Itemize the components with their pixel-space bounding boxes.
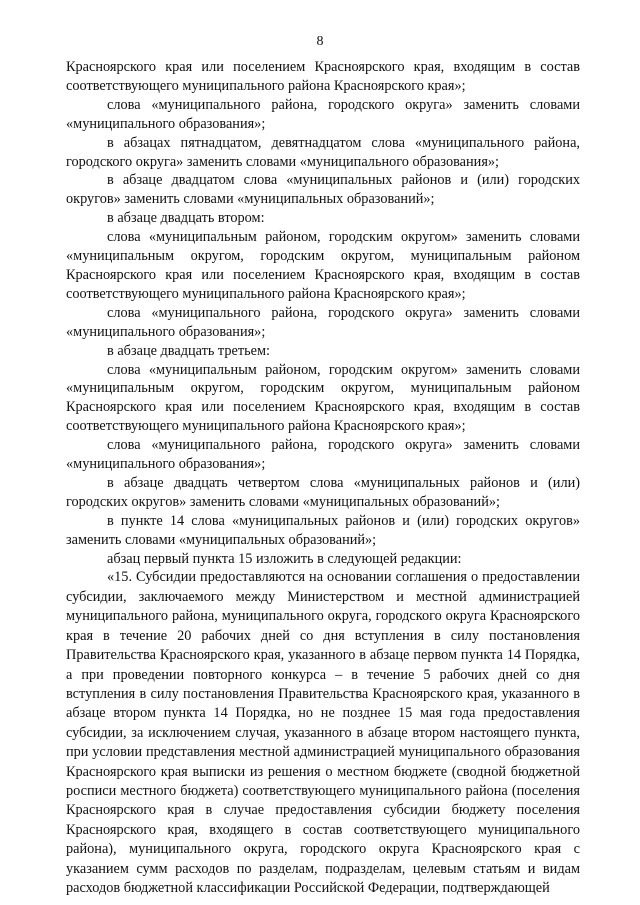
paragraph-continuation: Красноярского края или поселением Красноярского края, входящим в состав соответствующего муниципального района Красноярского края»; xyxy=(66,59,580,94)
paragraph-amendment: слова «муниципального района, городского округа» заменить словами «муниципального образования»; xyxy=(66,304,580,340)
paragraph-amendment: в пункте 14 слова «муниципальных районов и (или) городских округов» заменить словами «муниципальных образований»; xyxy=(66,512,580,548)
paragraph-amendment: слова «муниципального района, городского округа» заменить словами «муниципального образования»; xyxy=(66,437,580,473)
page-number: 8 xyxy=(316,34,324,49)
paragraph-amendment: слова «муниципальным районом, городским округом» заменить словами «муниципальным округом, городским округом, муниципальным районом Красноярского края или поселением Красноярского края, входящим в состав соответствующего муниципального района Красноярского края»; xyxy=(66,229,580,302)
paragraph-amendment: в абзаце двадцатом слова «муниципальных районов и (или) городских округов» заменить словами «муниципальных образований»; xyxy=(66,172,580,208)
document-body xyxy=(66,58,580,898)
paragraph-amendment: слова «муниципальным районом, городским округом» заменить словами «муниципальным округом, городским округом, муниципальным районом Красноярского края или поселением Красноярского края, входящим в состав соответствующего муниципального района Красноярского края»; xyxy=(66,361,580,435)
quoted-paragraph-15: «15. Субсидии предоставляются на основании соглашения о предоставлении субсидии, заключаемого между Министерством и местной администрацией муниципального района, муниципального округа, городского округа Красноярского края в течение 20 рабочих дней со дня вступления в силу постановления Правительства Красноярского края, указанного в абзаце первом пункта 14 Порядка, а при проведении повторного конкурса – в течение 5 рабочих дней со дня вступления в силу постановления Правительства Красноярского края, указанного в абзаце втором пункта 14 Порядка, но не позднее 15 мая года предоставления субсидии, за исключением случая, указанного в абзаце втором настоящего пункта, при условии представления местной администрацией муниципального образования Красноярского края выписки из решения о местном бюджете (сводной бюджетной росписи местного бюджета) соответствующего муниципального района (поселения Красноярского края в случае предоставления субсидии бюджету поселения Красноярского края, входящего в состав соответствующего муниципального района), муниципального округа, городского округа Красноярского края с указанием сумм расходов по разделам, подразделам, целевым статьям и видам расходов бюджетной классификации Российской Федерации, подтверждающей xyxy=(66,569,580,896)
paragraph-amendment: в абзаце двадцать четвертом слова «муниципальных районов и (или) городских округов» заменить словами «муниципальных образований»; xyxy=(66,474,580,510)
paragraph-amendment: в абзацах пятнадцатом, девятнадцатом слова «муниципального района, городского округа» заменить словами «муниципального образования»; xyxy=(66,134,580,170)
paragraph-amendment: в абзаце двадцать третьем: xyxy=(107,342,270,359)
paragraph-amendment: слова «муниципального района, городского округа» заменить словами «муниципального образования»; xyxy=(66,96,580,132)
paragraph-amendment: в абзаце двадцать втором: xyxy=(107,210,265,227)
paragraph-amendment: абзац первый пункта 15 изложить в следующей редакции: xyxy=(107,550,462,567)
